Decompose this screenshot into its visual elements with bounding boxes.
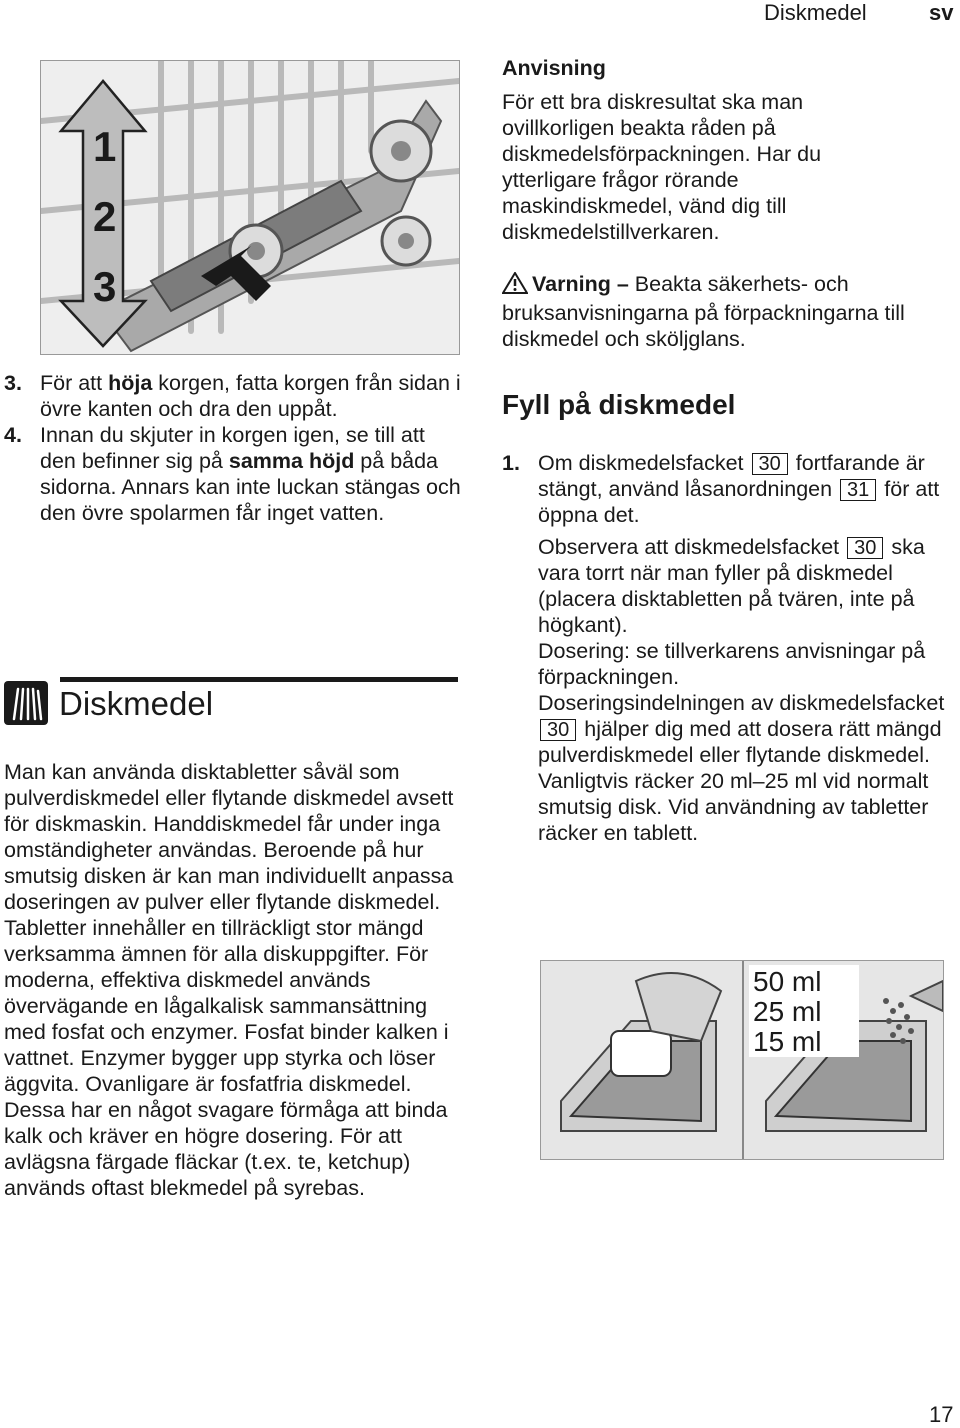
step-text: korgen, fatta korgen från sidan i övre kanten och dra den uppåt. xyxy=(40,371,461,421)
step-text: hjälper dig med att dosera rätt mängd pulverdiskmedel eller flytande diskmedel. xyxy=(538,717,942,767)
arrow-label-1: 1 xyxy=(93,123,117,170)
section-body: Man kan använda disktabletter såväl som pulverdiskmedel eller flytande diskmedel avsett för diskmaskin. Handdiskmedel får under inga omständigheter användas. Beroende på hur smutsig disken är kan man individuellt anpassa doseringen av pulver eller flytande diskmedel. Tabletter innehåller en tillräckligt stor mängd verksamma ämnen för alla diskuppgifter. För moderna, effektiva diskmedel används övervägande en lågalkalisk sammansättning med fosfat och enzymer. Fosfat binder kalken i vattnet. Enzymer bygger upp styrka och löser äggvita. Ovanligare är fosfatfria diskmedel. Dessa har en något svagare förmåga att binda kalk och kräver en högre dosering. För att avlägsna färgade fläckar (t.ex. te, ketchup) används oftast blekmedel på syrebas. xyxy=(4,760,454,1200)
arrow-label-2: 2 xyxy=(93,193,117,240)
note-body: För ett bra diskresultat ska man ovillkorligen beakta råden på diskmedelsförpackningen. Har du ytterligare frågor rörande maskindiskmedel, vänd dig till diskmedelstillverkaren. xyxy=(502,90,822,244)
fill-step xyxy=(502,450,954,846)
header-title: Diskmedel xyxy=(764,0,867,25)
fill-paragraph-1 xyxy=(538,450,954,528)
note-heading: Anvisning xyxy=(502,56,606,80)
steps-list xyxy=(4,370,464,526)
arrow-label-3: 3 xyxy=(93,263,117,310)
step-text: fortfarande är stängt, använd låsanordningen xyxy=(538,451,925,501)
section-rule xyxy=(60,677,458,682)
step-text: Om diskmedelsfacket xyxy=(538,451,744,475)
warning-dash: – xyxy=(616,272,629,296)
header-language: sv xyxy=(929,0,954,25)
fill-paragraph-4 xyxy=(538,690,954,768)
step-text: Observera att diskmedelsfacket xyxy=(538,535,840,559)
step-number: 1. xyxy=(502,451,520,475)
warning-icon xyxy=(502,272,528,300)
step-emphasis: höja xyxy=(108,371,153,395)
ref-box: 30 xyxy=(847,537,883,559)
dispenser-illustration xyxy=(540,960,944,1160)
step-text: Innan du skjuter in korgen igen, se till att den befinner sig på xyxy=(40,423,425,473)
basket-illustration xyxy=(40,60,460,355)
scale-label-15: 15 ml xyxy=(753,1026,822,1057)
ref-box: 30 xyxy=(540,719,576,741)
fill-paragraph-5: Vanligtvis räcker 20 ml–25 ml vid normalt smutsig disk. Vid användning av tabletter räcker en tablett. xyxy=(538,769,929,845)
step-number: 3. xyxy=(4,371,22,395)
ref-box: 31 xyxy=(840,479,876,501)
warning-body: Beakta säkerhets- och bruksanvisningarna på förpackningarna till diskmedel och sköljglans. xyxy=(502,272,905,351)
step-text: Doseringsindelningen av diskmedelsfacket xyxy=(538,691,945,715)
page-number: 17 xyxy=(929,1402,954,1427)
step-emphasis: samma höjd xyxy=(228,449,355,473)
step-text: För att xyxy=(40,371,109,395)
step-text: ska vara torrt när man fyller på diskmedel (placera disktabletten på tvären, inte på högkant). xyxy=(538,535,925,637)
step-number: 4. xyxy=(4,423,22,447)
scale-label-25: 25 ml xyxy=(753,996,822,1027)
fill-title: Fyll på diskmedel xyxy=(502,389,736,420)
warning-label: Varning xyxy=(532,272,611,296)
section-title: Diskmedel xyxy=(59,685,214,722)
list-item xyxy=(4,370,464,422)
step-text: för att öppna det. xyxy=(538,477,940,527)
fill-paragraph-3: Dosering: se tillverkarens anvisningar på förpackningen. xyxy=(538,639,926,689)
ref-box: 30 xyxy=(752,453,788,475)
scale-label-50: 50 ml xyxy=(753,966,822,997)
warning-block xyxy=(502,271,954,352)
list-item xyxy=(4,422,464,526)
detergent-icon xyxy=(4,681,48,725)
step-text: på båda sidorna. Annars kan inte luckan stängas och den övre spolarmen får inget vatten. xyxy=(40,449,461,525)
fill-paragraph-2 xyxy=(538,534,954,638)
